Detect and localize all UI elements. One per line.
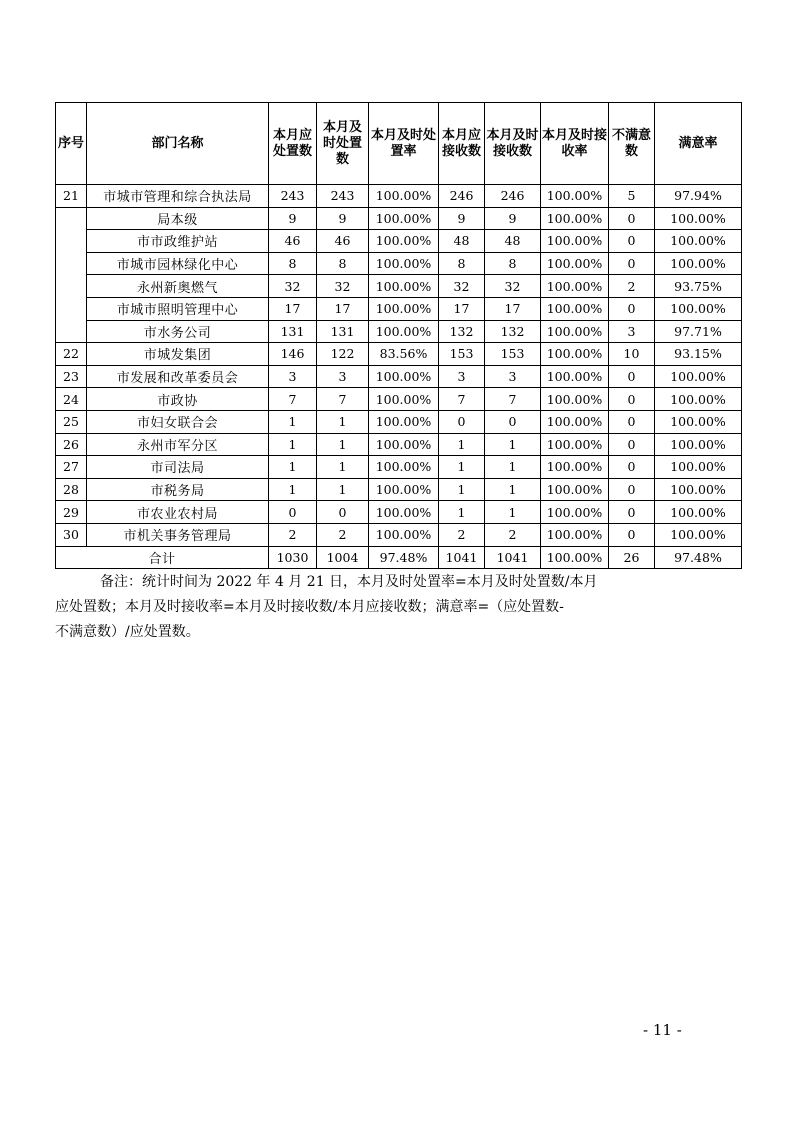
cell-due-handle: 8 [269, 252, 317, 275]
cell-timely-receive: 48 [485, 230, 541, 253]
cell-satisfaction: 100.00% [655, 252, 742, 275]
cell-serial: 28 [56, 478, 87, 501]
cell-satisfaction: 97.94% [655, 185, 742, 208]
cell-timely-handle: 32 [317, 275, 369, 298]
cell-unsatisfied: 0 [609, 478, 655, 501]
cell-handle-rate: 100.00% [369, 410, 439, 433]
cell-timely-receive: 132 [485, 320, 541, 343]
cell-due-handle: 1 [269, 410, 317, 433]
cell-unsatisfied: 0 [609, 433, 655, 456]
cell-handle-rate: 100.00% [369, 252, 439, 275]
cell-total-timely-handle: 1004 [317, 546, 369, 569]
cell-handle-rate: 100.00% [369, 365, 439, 388]
cell-due-receive: 153 [439, 343, 485, 366]
cell-satisfaction: 100.00% [655, 523, 742, 546]
header-due-receive: 本月应接收数 [439, 103, 485, 185]
cell-unsatisfied: 0 [609, 297, 655, 320]
cell-receive-rate: 100.00% [541, 207, 609, 230]
cell-timely-handle: 243 [317, 185, 369, 208]
table-row [56, 320, 742, 343]
statistics-table-container [55, 102, 741, 569]
cell-due-handle: 17 [269, 297, 317, 320]
header-department: 部门名称 [87, 103, 269, 185]
cell-handle-rate: 100.00% [369, 207, 439, 230]
cell-timely-receive: 153 [485, 343, 541, 366]
cell-timely-handle: 0 [317, 501, 369, 524]
cell-due-handle: 46 [269, 230, 317, 253]
cell-receive-rate: 100.00% [541, 343, 609, 366]
cell-timely-receive: 8 [485, 252, 541, 275]
cell-due-receive: 48 [439, 230, 485, 253]
cell-unsatisfied: 0 [609, 456, 655, 479]
cell-due-handle: 131 [269, 320, 317, 343]
cell-handle-rate: 100.00% [369, 523, 439, 546]
cell-timely-handle: 9 [317, 207, 369, 230]
cell-due-handle: 1 [269, 433, 317, 456]
cell-total-timely-receive: 1041 [485, 546, 541, 569]
cell-timely-receive: 1 [485, 478, 541, 501]
header-unsatisfied: 不满意数 [609, 103, 655, 185]
cell-total-due-receive: 1041 [439, 546, 485, 569]
cell-unsatisfied: 0 [609, 388, 655, 411]
cell-unsatisfied: 10 [609, 343, 655, 366]
cell-department: 市妇女联合会 [87, 410, 269, 433]
cell-unsatisfied: 0 [609, 410, 655, 433]
cell-handle-rate: 100.00% [369, 478, 439, 501]
cell-serial-merged [56, 207, 87, 343]
cell-unsatisfied: 3 [609, 320, 655, 343]
cell-unsatisfied: 0 [609, 252, 655, 275]
cell-due-handle: 3 [269, 365, 317, 388]
cell-unsatisfied: 0 [609, 207, 655, 230]
table-row [56, 297, 742, 320]
cell-satisfaction: 100.00% [655, 501, 742, 524]
cell-due-receive: 1 [439, 456, 485, 479]
cell-receive-rate: 100.00% [541, 185, 609, 208]
cell-due-handle: 146 [269, 343, 317, 366]
cell-due-handle: 32 [269, 275, 317, 298]
cell-department: 市发展和改革委员会 [87, 365, 269, 388]
cell-total-handle-rate: 97.48% [369, 546, 439, 569]
table-row [56, 343, 742, 366]
cell-receive-rate: 100.00% [541, 230, 609, 253]
cell-due-receive: 32 [439, 275, 485, 298]
cell-serial: 23 [56, 365, 87, 388]
cell-department: 市司法局 [87, 456, 269, 479]
cell-handle-rate: 100.00% [369, 456, 439, 479]
cell-handle-rate: 100.00% [369, 230, 439, 253]
cell-timely-receive: 0 [485, 410, 541, 433]
table-row [56, 388, 742, 411]
cell-due-handle: 0 [269, 501, 317, 524]
cell-receive-rate: 100.00% [541, 523, 609, 546]
cell-satisfaction: 100.00% [655, 365, 742, 388]
cell-timely-receive: 1 [485, 501, 541, 524]
table-row [56, 433, 742, 456]
cell-department: 市城市照明管理中心 [87, 297, 269, 320]
table-header-row [56, 103, 742, 185]
table-row [56, 410, 742, 433]
cell-department: 局本级 [87, 207, 269, 230]
cell-timely-handle: 8 [317, 252, 369, 275]
cell-timely-handle: 1 [317, 410, 369, 433]
cell-receive-rate: 100.00% [541, 410, 609, 433]
footnote-line-3: 不满意数）/应处置数。 [55, 624, 200, 640]
cell-satisfaction: 100.00% [655, 410, 742, 433]
cell-timely-receive: 1 [485, 433, 541, 456]
cell-department: 永州新奥燃气 [87, 275, 269, 298]
table-row [56, 275, 742, 298]
cell-due-handle: 2 [269, 523, 317, 546]
cell-department: 市市政维护站 [87, 230, 269, 253]
cell-satisfaction: 93.75% [655, 275, 742, 298]
cell-due-handle: 243 [269, 185, 317, 208]
header-timely-receive: 本月及时接收数 [485, 103, 541, 185]
header-receive-rate: 本月及时接收率 [541, 103, 609, 185]
header-satisfaction: 满意率 [655, 103, 742, 185]
cell-timely-receive: 17 [485, 297, 541, 320]
cell-receive-rate: 100.00% [541, 320, 609, 343]
cell-due-handle: 1 [269, 478, 317, 501]
footnote-line-2: 应处置数；本月及时接收率=本月及时接收数/本月应接收数；满意率=（应处置数- [55, 599, 564, 615]
cell-department: 市城市园林绿化中心 [87, 252, 269, 275]
table-row [56, 365, 742, 388]
cell-satisfaction: 100.00% [655, 230, 742, 253]
cell-handle-rate: 100.00% [369, 388, 439, 411]
cell-due-receive: 1 [439, 501, 485, 524]
cell-due-receive: 9 [439, 207, 485, 230]
cell-serial: 29 [56, 501, 87, 524]
footnote [55, 570, 700, 645]
cell-unsatisfied: 2 [609, 275, 655, 298]
cell-department: 市税务局 [87, 478, 269, 501]
table-row [56, 185, 742, 208]
header-handle-rate: 本月及时处置率 [369, 103, 439, 185]
cell-handle-rate: 100.00% [369, 297, 439, 320]
cell-timely-receive: 3 [485, 365, 541, 388]
table-row [56, 523, 742, 546]
cell-satisfaction: 100.00% [655, 433, 742, 456]
cell-receive-rate: 100.00% [541, 252, 609, 275]
cell-timely-handle: 1 [317, 478, 369, 501]
cell-due-receive: 1 [439, 433, 485, 456]
cell-due-receive: 246 [439, 185, 485, 208]
cell-handle-rate: 100.00% [369, 433, 439, 456]
cell-total-receive-rate: 100.00% [541, 546, 609, 569]
table-row [56, 252, 742, 275]
cell-handle-rate: 100.00% [369, 501, 439, 524]
cell-timely-receive: 246 [485, 185, 541, 208]
page-number: - 11 - [643, 1021, 682, 1039]
cell-due-receive: 2 [439, 523, 485, 546]
cell-satisfaction: 100.00% [655, 388, 742, 411]
cell-unsatisfied: 0 [609, 501, 655, 524]
cell-department: 市城市管理和综合执法局 [87, 185, 269, 208]
header-due-handle: 本月应处置数 [269, 103, 317, 185]
cell-department: 市城发集团 [87, 343, 269, 366]
cell-timely-handle: 131 [317, 320, 369, 343]
cell-due-receive: 8 [439, 252, 485, 275]
cell-timely-handle: 1 [317, 456, 369, 479]
cell-due-receive: 132 [439, 320, 485, 343]
cell-receive-rate: 100.00% [541, 297, 609, 320]
cell-serial: 21 [56, 185, 87, 208]
cell-due-handle: 9 [269, 207, 317, 230]
cell-total-unsatisfied: 26 [609, 546, 655, 569]
cell-timely-handle: 1 [317, 433, 369, 456]
cell-receive-rate: 100.00% [541, 433, 609, 456]
table-row [56, 456, 742, 479]
cell-timely-handle: 2 [317, 523, 369, 546]
department-statistics-table [55, 102, 742, 569]
cell-receive-rate: 100.00% [541, 456, 609, 479]
cell-serial: 25 [56, 410, 87, 433]
cell-satisfaction: 100.00% [655, 297, 742, 320]
table-row [56, 207, 742, 230]
cell-unsatisfied: 5 [609, 185, 655, 208]
cell-timely-receive: 32 [485, 275, 541, 298]
cell-due-receive: 3 [439, 365, 485, 388]
cell-serial: 27 [56, 456, 87, 479]
cell-serial: 26 [56, 433, 87, 456]
cell-due-receive: 0 [439, 410, 485, 433]
cell-satisfaction: 100.00% [655, 207, 742, 230]
cell-timely-handle: 17 [317, 297, 369, 320]
cell-unsatisfied: 0 [609, 365, 655, 388]
cell-unsatisfied: 0 [609, 230, 655, 253]
cell-unsatisfied: 0 [609, 523, 655, 546]
table-row [56, 230, 742, 253]
cell-department: 市政协 [87, 388, 269, 411]
header-serial: 序号 [56, 103, 87, 185]
cell-serial: 22 [56, 343, 87, 366]
cell-department: 市水务公司 [87, 320, 269, 343]
cell-receive-rate: 100.00% [541, 501, 609, 524]
cell-timely-handle: 7 [317, 388, 369, 411]
cell-due-receive: 7 [439, 388, 485, 411]
cell-satisfaction: 93.15% [655, 343, 742, 366]
cell-department: 永州市军分区 [87, 433, 269, 456]
cell-timely-receive: 9 [485, 207, 541, 230]
cell-total-satisfaction: 97.48% [655, 546, 742, 569]
cell-due-handle: 7 [269, 388, 317, 411]
cell-satisfaction: 100.00% [655, 478, 742, 501]
cell-total-due-handle: 1030 [269, 546, 317, 569]
cell-handle-rate: 100.00% [369, 275, 439, 298]
cell-satisfaction: 100.00% [655, 456, 742, 479]
cell-department: 市农业农村局 [87, 501, 269, 524]
cell-receive-rate: 100.00% [541, 365, 609, 388]
cell-total-label: 合计 [56, 546, 269, 569]
cell-satisfaction: 97.71% [655, 320, 742, 343]
footnote-line-1: 备注：统计时间为 2022 年 4 月 21 日，本月及时处置率=本月及时处置数/本月 [100, 574, 598, 590]
cell-serial: 30 [56, 523, 87, 546]
table-total-row [56, 546, 742, 569]
cell-timely-receive: 1 [485, 456, 541, 479]
cell-serial: 24 [56, 388, 87, 411]
cell-due-handle: 1 [269, 456, 317, 479]
cell-receive-rate: 100.00% [541, 275, 609, 298]
cell-timely-receive: 7 [485, 388, 541, 411]
cell-timely-handle: 3 [317, 365, 369, 388]
cell-timely-handle: 122 [317, 343, 369, 366]
cell-department: 市机关事务管理局 [87, 523, 269, 546]
cell-timely-handle: 46 [317, 230, 369, 253]
cell-handle-rate: 100.00% [369, 320, 439, 343]
cell-timely-receive: 2 [485, 523, 541, 546]
cell-receive-rate: 100.00% [541, 388, 609, 411]
cell-handle-rate: 100.00% [369, 185, 439, 208]
header-timely-handle: 本月及时处置数 [317, 103, 369, 185]
cell-handle-rate: 83.56% [369, 343, 439, 366]
table-row [56, 478, 742, 501]
cell-receive-rate: 100.00% [541, 478, 609, 501]
table-row [56, 501, 742, 524]
cell-due-receive: 1 [439, 478, 485, 501]
table-body [56, 185, 742, 569]
cell-due-receive: 17 [439, 297, 485, 320]
